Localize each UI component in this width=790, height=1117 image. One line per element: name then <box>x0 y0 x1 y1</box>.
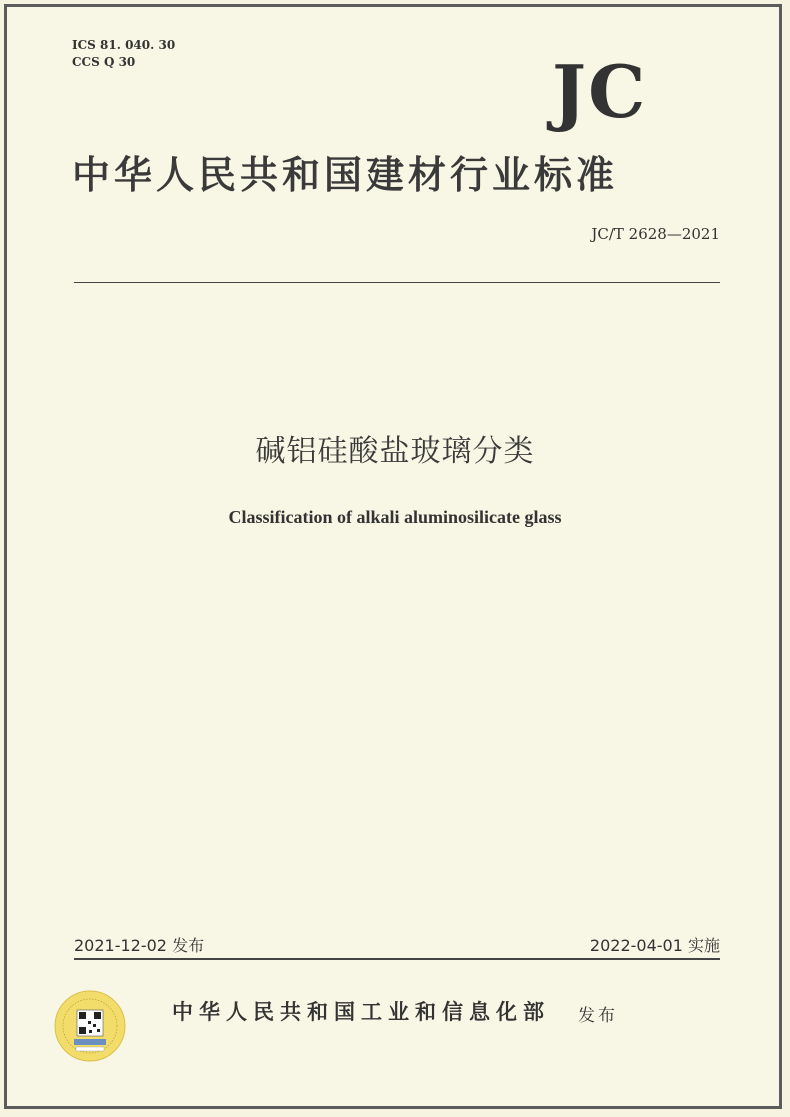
publish-date: 2021-12-02 发布 <box>74 936 205 955</box>
classification-codes <box>72 37 175 71</box>
footer-divider <box>74 958 720 960</box>
issue-action: 发布 <box>578 1006 618 1026</box>
implement-date: 2022-04-01 实施 <box>589 936 720 955</box>
jc-logo-mark: JC <box>552 49 648 134</box>
document-title-chinese: 碱铝硅酸盐玻璃分类 <box>255 434 535 469</box>
header-divider <box>74 282 720 283</box>
standard-type-title: 中华人民共和国建材行业标准 <box>72 153 619 197</box>
document-title-english: Classification of alkali aluminosilicate glass <box>228 507 562 527</box>
ccs-code: CCS Q 30 <box>72 55 136 69</box>
ics-code: ICS 81. 040. 30 <box>72 38 176 52</box>
anti-counterfeit-seal-icon <box>54 990 126 1062</box>
standard-number: JC/T 2628—2021 <box>591 225 720 243</box>
issuing-authority: 中华人民共和国工业和信息化部 <box>172 1000 550 1024</box>
